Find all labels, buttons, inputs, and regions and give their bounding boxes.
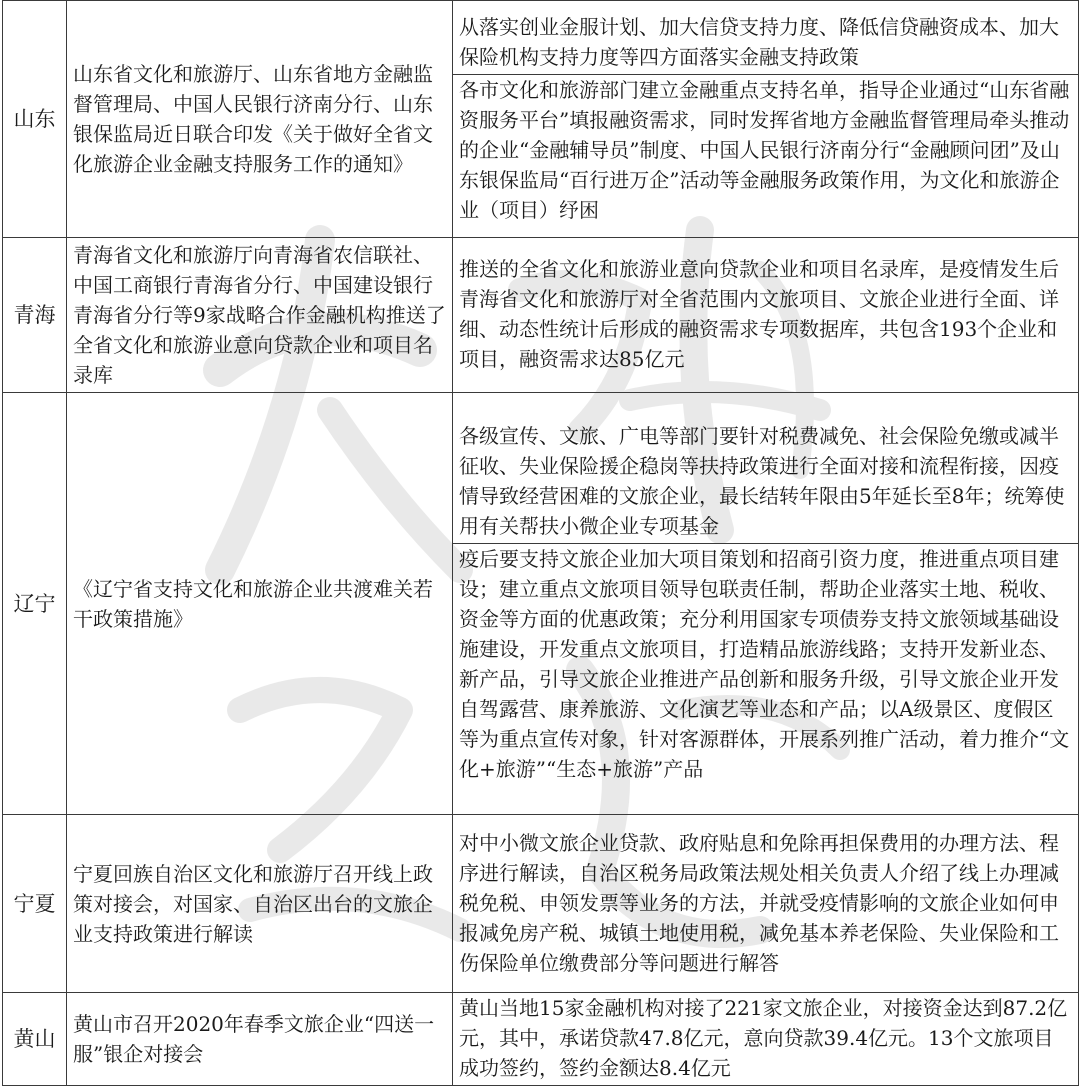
detail-item: 黄山当地15家金融机构对接了221家文旅企业，对接资金达到87.2亿元，其中，承诺贷款47.8亿元，意向贷款39.4亿元。13个文旅项目成功签约，签约金额达8.4亿元 — [459, 996, 1068, 1080]
province-cell: 青海 — [3, 238, 67, 393]
detail-item: 推送的全省文化和旅游业意向贷款企业和项目名录库，是疫情发生后青海省文化和旅游厅对全省范围内文旅项目、文旅企业进行全面、详细、动态性统计后形成的融资需求专项数据库，共包含193个企业和项目，融资需求达85亿元 — [459, 257, 1059, 371]
province-cell: 辽宁 — [3, 393, 67, 815]
table-row — [3, 238, 1079, 393]
detail-cell — [453, 1, 1079, 238]
detail-cell — [453, 993, 1079, 1086]
issuer-cell: 黄山市召开2020年春季文旅企业“四送一服”银企对接会 — [67, 993, 453, 1086]
detail-item: 各市文化和旅游部门建立金融重点支持名单，指导企业通过“山东省融资服务平台”填报融资需求，同时发挥省地方金融监督管理局牵头推动的企业“金融辅导员”制度、中国人民银行济南分行“金融顾问团”及山东银保监局“百行进万企”活动等金融服务政策作用，为文化和旅游企业（项目）纾困 — [453, 74, 1078, 227]
table-row — [3, 393, 1079, 815]
detail-item: 各级宣传、文旅、广电等部门要针对税费减免、社会保险免缴或减半征收、失业保险援企稳岗等扶持政策进行全面对接和流程衔接，因疫情导致经营困难的文旅企业，最长结转年限由5年延长至8年；统筹使用有关帮扶小微企业专项基金 — [459, 424, 1065, 538]
province-cell: 山东 — [3, 1, 67, 238]
table-row — [3, 815, 1079, 993]
province-cell: 黄山 — [3, 993, 67, 1086]
detail-cell — [453, 815, 1079, 993]
province-cell: 宁夏 — [3, 815, 67, 993]
detail-cell — [453, 238, 1079, 393]
issuer-cell: 青海省文化和旅游厅向青海省农信联社、中国工商银行青海省分行、中国建设银行青海省分行等9家战略合作金融机构推送了全省文化和旅游业意向贷款企业和项目名录库 — [67, 238, 453, 393]
detail-item: 疫后要支持文旅企业加大项目策划和招商引资力度，推进重点项目建设；建立重点文旅项目领导包联责任制，帮助企业落实土地、税收、资金等方面的优惠政策；充分利用国家专项债券支持文旅领域基础设施建设，开发重点文旅项目，打造精品旅游线路；支持开发新业态、新产品，引导文旅企业推进产品创新和服务升级，引导文旅企业开发自驾露营、康养旅游、文化演艺等业态和产品；以A级景区、度假区等为重点宣传对象，针对客源群体，开展系列推广活动，着力推介“文化+旅游”“生态+旅游”产品 — [453, 543, 1078, 786]
table-row — [3, 993, 1079, 1086]
issuer-cell: 宁夏回族自治区文化和旅游厅召开线上政策对接会，对国家、自治区出台的文旅企业支持政策进行解读 — [67, 815, 453, 993]
policy-table — [2, 0, 1079, 1086]
table-row — [3, 1, 1079, 238]
issuer-cell: 《辽宁省支持文化和旅游企业共渡难关若干政策措施》 — [67, 393, 453, 815]
issuer-cell: 山东省文化和旅游厅、山东省地方金融监督管理局、中国人民银行济南分行、山东银保监局近日联合印发《关于做好全省文化旅游企业金融支持服务工作的通知》 — [67, 1, 453, 238]
detail-cell — [453, 393, 1079, 815]
detail-item: 从落实创业金服计划、加大信贷支持力度、降低信贷融资成本、加大保险机构支持力度等四方面落实金融支持政策 — [459, 14, 1059, 69]
detail-item: 对中小微文旅企业贷款、政府贴息和免除再担保费用的办理方法、程序进行解读，自治区税务局政策法规处相关负责人介绍了线上办理减税免税、申领发票等业务的方法，并就受疫情影响的文旅企业如何申报减免房产税、城镇土地使用税，减免基本养老保险、失业保险和工伤保险单位缴费部分等问题进行解答 — [459, 830, 1059, 975]
